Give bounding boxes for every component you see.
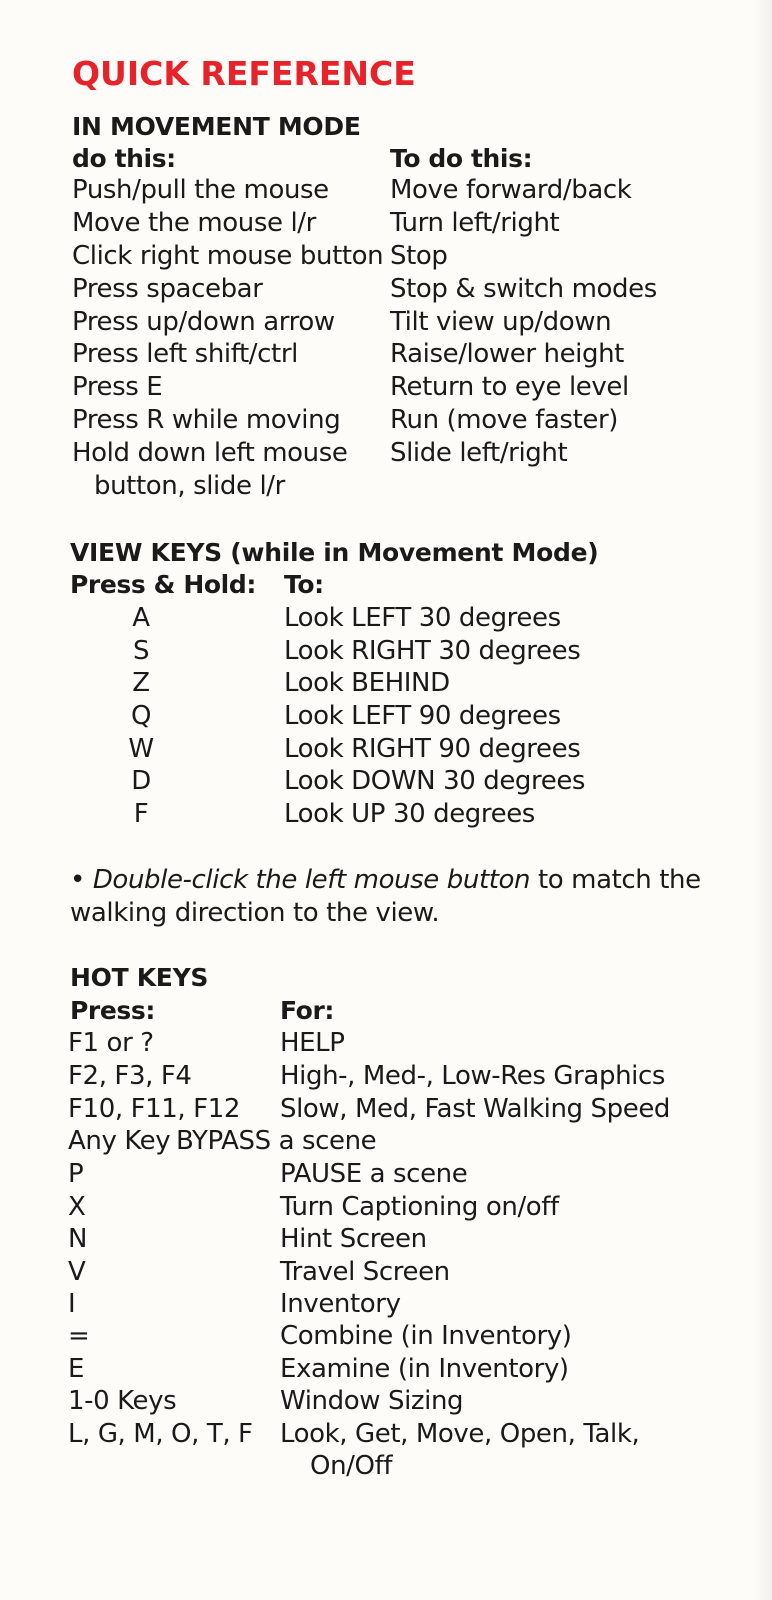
movement-result-2: Stop [390,241,448,271]
hot-keys-col1-header: Press: [70,996,155,1025]
movement-action-6: Press E [72,372,163,402]
hot-key-9: = [68,1321,90,1351]
hot-desc-9: Combine (in Inventory) [280,1321,572,1351]
page-edge-shadow [754,0,772,1600]
hot-desc-1: High-, Med-, Low-Res Graphics [280,1061,666,1091]
view-key-6: F [133,799,149,829]
hot-desc-4: PAUSE a scene [280,1159,468,1189]
view-desc-5: Look DOWN 30 degrees [284,766,586,796]
view-desc-1: Look RIGHT 30 degrees [284,636,581,666]
view-key-1: S [132,636,150,666]
hot-key-5: X [68,1192,86,1222]
tip-bullet: • [70,865,85,895]
hot-desc-3: BYPASS a scene [176,1126,377,1156]
hot-desc-continuation: On/Off [310,1451,393,1481]
view-desc-2: Look BEHIND [284,668,450,698]
tip-line-2: walking direction to the view. [70,898,440,928]
movement-result-7: Run (move faster) [390,405,618,435]
view-keys-heading: VIEW KEYS (while in Movement Mode) [70,538,599,567]
view-desc-3: Look LEFT 90 degrees [284,701,561,731]
tip-rest: to match the [530,865,701,895]
hot-key-1: F2, F3, F4 [68,1061,192,1091]
hot-key-4: P [68,1159,84,1189]
hot-desc-8: Inventory [280,1289,401,1319]
hot-key-3: Any Key [68,1126,171,1156]
hot-desc-0: HELP [280,1028,345,1058]
movement-col1-header: do this: [72,144,176,173]
movement-result-6: Return to eye level [390,372,629,402]
movement-action-8: Hold down left mouse [72,438,348,468]
hot-key-12: L, G, M, O, T, F [68,1419,253,1449]
movement-heading: IN MOVEMENT MODE [72,112,361,141]
movement-action-3: Press spacebar [72,274,263,304]
view-key-4: W [128,734,154,764]
hot-key-0: F1 or ? [68,1028,154,1058]
view-desc-4: Look RIGHT 90 degrees [284,734,581,764]
view-key-5: D [131,766,151,796]
view-keys-col2-header: To: [284,570,324,599]
hot-keys-col2-header: For: [280,996,334,1025]
tip-line-1 [70,867,701,893]
movement-action-5: Press left shift/ctrl [72,339,298,369]
movement-action-0: Push/pull the mouse [72,175,329,205]
hot-key-2: F10, F11, F12 [68,1094,240,1124]
page-title: QUICK REFERENCE [72,54,416,93]
view-key-3: Q [130,701,152,731]
view-desc-0: Look LEFT 30 degrees [284,603,561,633]
hot-key-6: N [68,1224,88,1254]
hot-desc-5: Turn Captioning on/off [280,1192,559,1222]
hot-desc-2: Slow, Med, Fast Walking Speed [280,1094,671,1124]
movement-result-8: Slide left/right [390,438,568,468]
hot-desc-6: Hint Screen [280,1224,427,1254]
hot-desc-7: Travel Screen [280,1257,450,1287]
movement-result-4: Tilt view up/down [390,307,612,337]
movement-action-1: Move the mouse l/r [72,208,316,238]
hot-keys-heading: HOT KEYS [70,963,209,992]
hot-desc-11: Window Sizing [280,1386,464,1416]
movement-action-continuation: button, slide l/r [94,471,285,501]
movement-col2-header: To do this: [390,144,533,173]
hot-key-11: 1-0 Keys [68,1386,177,1416]
movement-result-3: Stop & switch modes [390,274,657,304]
view-keys-col1-header: Press & Hold: [70,570,256,599]
hot-key-8: I [68,1289,76,1319]
movement-action-2: Click right mouse button [72,241,384,271]
hot-desc-10: Examine (in Inventory) [280,1354,569,1384]
hot-key-7: V [68,1257,86,1287]
movement-action-4: Press up/down arrow [72,307,335,337]
movement-result-1: Turn left/right [390,208,560,238]
view-desc-6: Look UP 30 degrees [284,799,535,829]
view-key-0: A [132,603,150,633]
movement-result-5: Raise/lower height [390,339,624,369]
view-key-2: Z [132,668,150,698]
movement-result-0: Move forward/back [390,175,632,205]
movement-action-7: Press R while moving [72,405,341,435]
hot-key-10: E [68,1354,85,1384]
tip-italic: Double-click the left mouse button [92,865,531,895]
hot-desc-12: Look, Get, Move, Open, Talk, [280,1419,640,1449]
